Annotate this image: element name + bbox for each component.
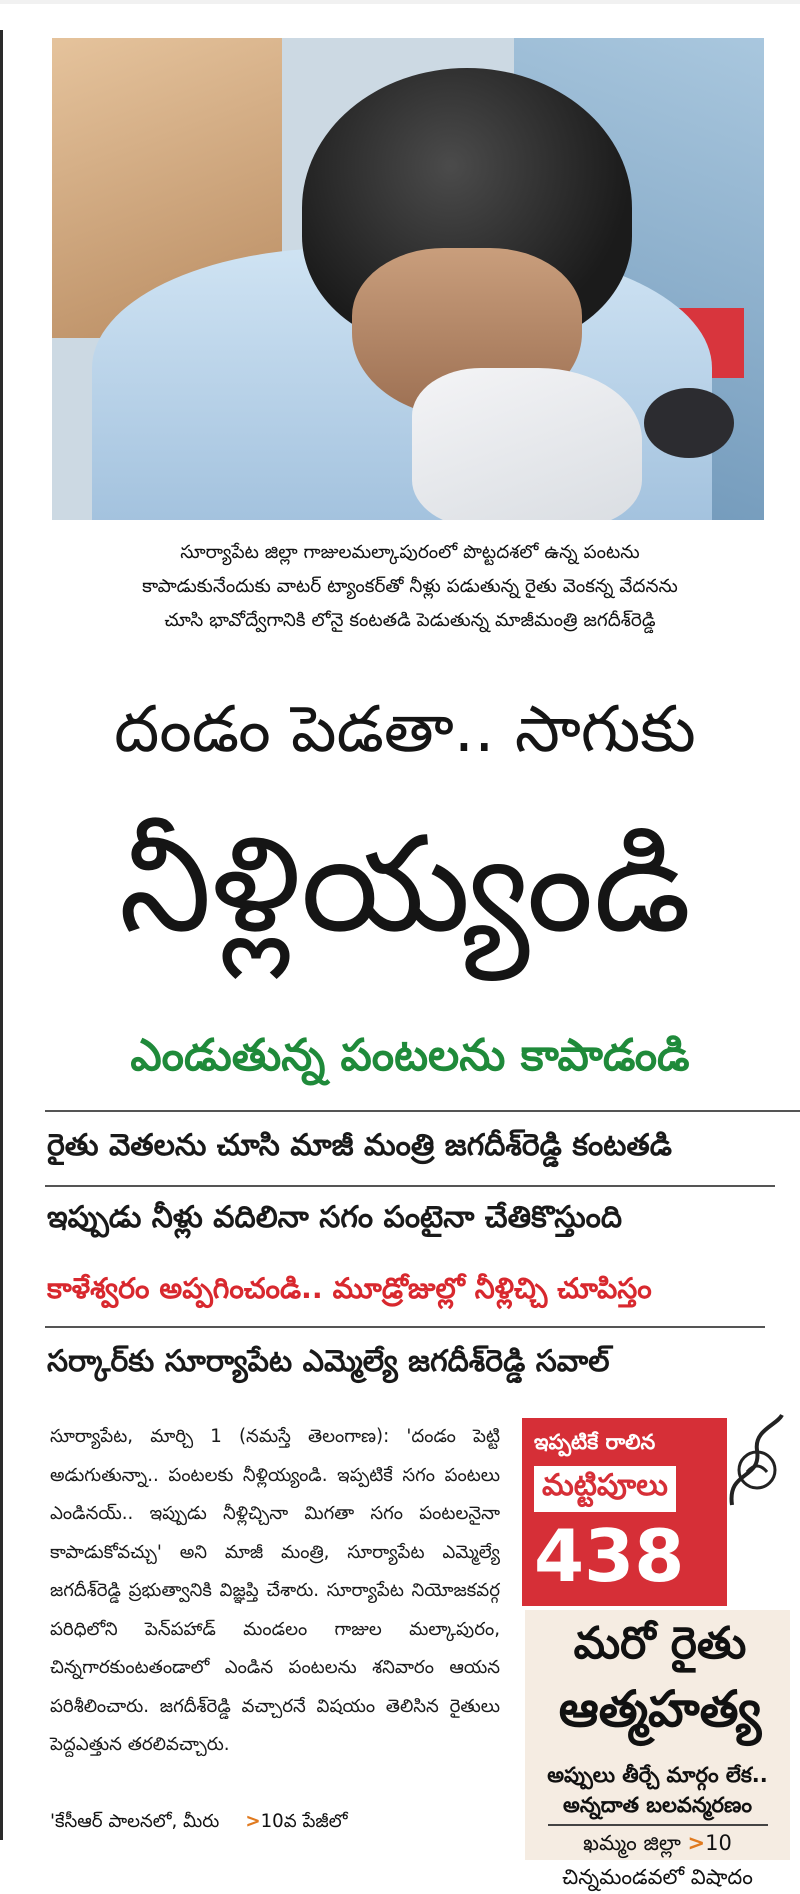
caption-line: చూసి భావోద్వేగానికి లోనై కంటతడి పెడుతున్న మాజీమంత్రి జగదీశ్‌రెడ్డి bbox=[164, 610, 656, 631]
left-column-rule bbox=[0, 30, 3, 1840]
news-photo bbox=[52, 38, 764, 520]
top-border bbox=[0, 0, 800, 4]
box-count: 438 bbox=[534, 1514, 685, 1598]
box-label-2: మట్టిపూలు bbox=[534, 1466, 676, 1512]
farmer-illustration-icon bbox=[722, 1410, 792, 1520]
subheading-4: సర్కార్‌కు సూర్యాపేట ఎమ్మెల్యే జగదీశ్‌రెడ్డి సవాల్ bbox=[47, 1344, 610, 1379]
subheading-2: ఇప్పుడు నీళ్లు వదిలినా సగం పంటైనా చేతికొస్తుంది bbox=[47, 1200, 623, 1235]
continued-arrow-icon: > bbox=[687, 1831, 706, 1855]
side-headline-1: మరో రైతు bbox=[573, 1618, 747, 1669]
death-count-box bbox=[522, 1418, 727, 1606]
article-tail bbox=[50, 1803, 510, 1841]
headline-line1: దండం పెడతా.. సాగుకు bbox=[114, 693, 696, 767]
side-sub-line: అప్పులు తీర్చే మార్గం లేక.. bbox=[547, 1763, 768, 1787]
box-label-1: ఇప్పటికే రాలిన bbox=[534, 1430, 656, 1454]
article-tail-text: 'కేసీఆర్ పాలనలో, మీరు bbox=[50, 1811, 220, 1832]
continued-arrow-icon: > bbox=[245, 1811, 261, 1832]
divider bbox=[45, 1110, 800, 1112]
microphone-icon bbox=[644, 388, 734, 458]
caption-line: కాపాడుకునేందుకు వాటర్ ట్యాంకర్‌తో నీళ్లు పడుతున్న రైతు వెంకన్న వేదనను bbox=[142, 576, 678, 597]
article-body: సూర్యాపేట, మార్చి 1 (నమస్తే తెలంగాణ): 'దండం పెట్టి అడుగుతున్నా.. పంటలకు నీళ్లియ్యండి. ఇప్పటికే సగం పంటలు ఎండినయ్.. ఇప్పుడు నీళ్లిచ్చినా మిగతా సగం పంటలనైనా కాపాడుకోవచ్చు' అని మాజీ మంత్రి, సూర్యాపేట ఎమ్మెల్యే జగదీశ్‌రెడ్డి ప్రభుత్వానికి విజ్ఞప్తి చేశారు. సూర్యాపేట నియోజకవర్గ పరిధిలోని పెన్‌పహాడ్ మండలం గాజుల మల్కాపురం, చిన్నగారకుంటతండాలో ఎండిన పంటలను శనివారం ఆయన పరిశీలించారు. జగదీశ్‌రెడ్డి వచ్చారనే విషయం తెలిసిన రైతులు పెద్దఎత్తున తరలివచ్చారు. bbox=[50, 1426, 500, 1755]
side-footer bbox=[530, 1826, 785, 1894]
subheading-3-red: కాళేశ్వరం అప్పగించండి.. మూడ్రోజుల్లో నీళ్లిచ్చి చూపిస్తం bbox=[47, 1272, 652, 1305]
photo-caption bbox=[60, 536, 760, 638]
continued-page-link[interactable]: 10వ పేజీలో bbox=[260, 1811, 348, 1832]
side-headline-2: ఆత్మహత్య bbox=[558, 1680, 762, 1738]
green-subheading: ఎండుతున్న పంటలను కాపాడండి bbox=[130, 1030, 690, 1081]
side-subheading bbox=[530, 1760, 785, 1820]
side-location: ఖమ్మం జిల్లా bbox=[583, 1831, 681, 1855]
divider bbox=[45, 1326, 765, 1328]
caption-line: సూర్యాపేట జిల్లా గాజులమల్కాపురంలో పొట్టదశలో ఉన్న పంటను bbox=[180, 542, 640, 563]
subheading-1: రైతు వెతలను చూసి మాజీ మంత్రి జగదీశ్‌రెడ్డి కంటతడి bbox=[47, 1128, 672, 1163]
side-sub-line: అన్నదాత బలవన్మరణం bbox=[563, 1793, 752, 1817]
headline-line2: నీళ్లియ్యండి bbox=[118, 808, 692, 962]
side-page-link[interactable]: 10 bbox=[705, 1831, 732, 1855]
divider bbox=[45, 1185, 775, 1187]
side-place-line: చిన్నమండవలో విషాదం bbox=[562, 1865, 753, 1889]
